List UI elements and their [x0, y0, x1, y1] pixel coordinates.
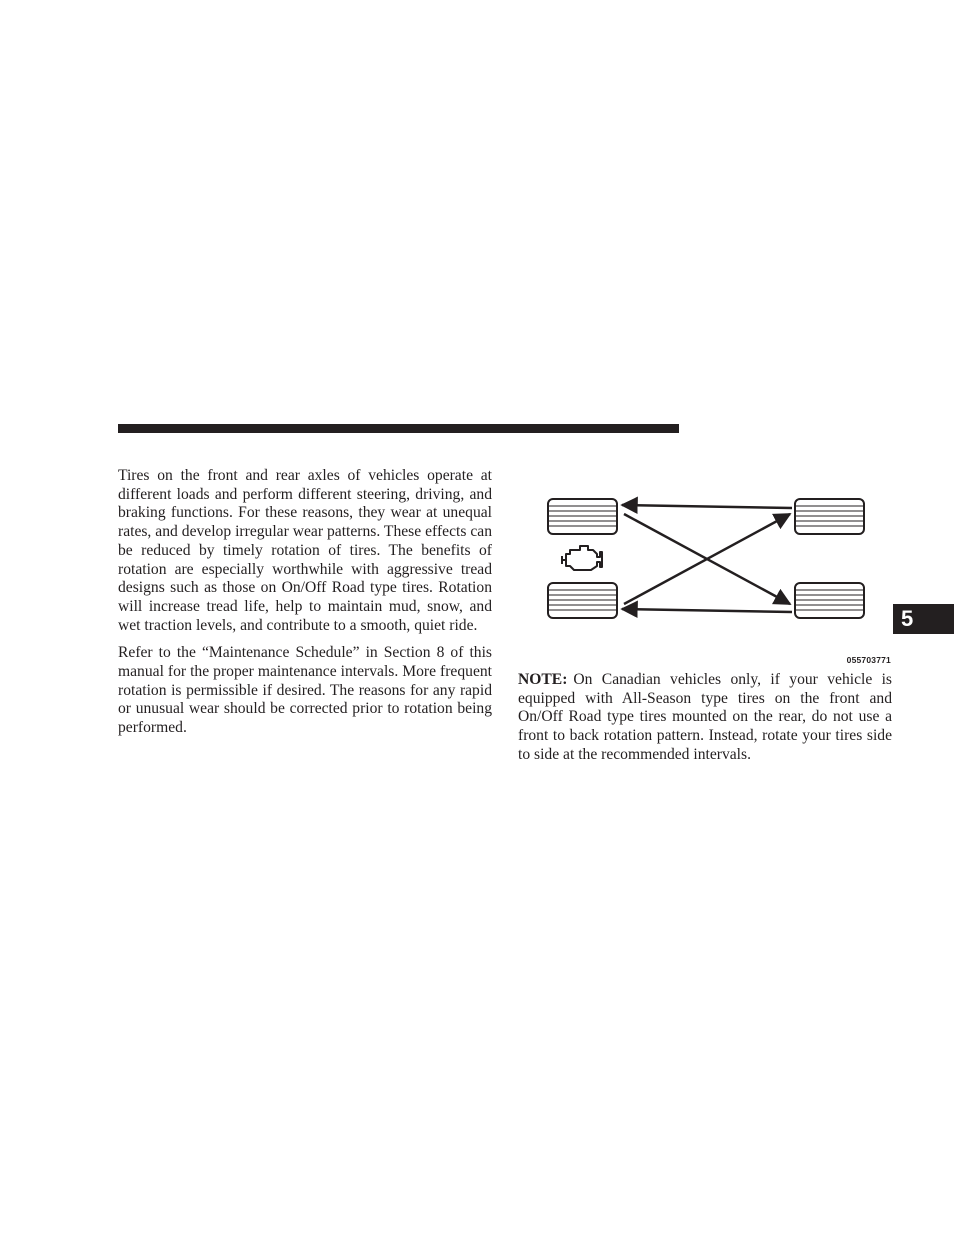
tire-icon-front-right: [795, 499, 864, 534]
tire-rotation-paragraph: Tires on the front and rear axles of vehicles operate at different loads and perform different steering, driving, and braking functions. For these reasons, they wear at unequal rates, and develop irregular wear patterns. These effects can be reduced by timely rotation of tires. The benefits of rotation are especially worthwhile with aggressive tread designs such as those on On/Off Road type tires. Rotation will increase tread life, help to maintain mud, snow, and wet traction levels, and contribute to a smooth, quiet ride.: [118, 467, 492, 634]
rotation-arrows: [622, 505, 792, 612]
engine-icon: [562, 546, 602, 570]
tire-icon-front-left: [548, 499, 617, 534]
figure-id: 055703771: [846, 655, 891, 665]
note-label: NOTE:: [518, 671, 568, 688]
tire-icon-rear-left: [548, 583, 617, 618]
canadian-vehicles-note: [518, 671, 892, 765]
section-header-rule: [118, 424, 679, 433]
section-tab: 5: [893, 604, 954, 634]
note-text: On Canadian vehicles only, if your vehicle is equipped with All-Season type tires on the front and On/Off Road type tires mounted on the rear, do not use a front to back rotation pattern. Instead, rotate your tires side to side at the recommended intervals.: [518, 671, 892, 763]
tire-rotation-diagram: [540, 490, 880, 630]
maintenance-schedule-paragraph: Refer to the “Maintenance Schedule” in Section 8 of this manual for the proper maintenance intervals. More frequent rotation is permissible if desired. The reasons for any rapid or unusual wear should be corrected prior to rotation being performed.: [118, 644, 492, 737]
arrow-icon-front-right-to-rear-left: [622, 609, 792, 612]
body-text-column: [118, 467, 492, 747]
tire-icon-rear-right: [795, 583, 864, 618]
arrow-icon-rear-right-to-front-left: [622, 505, 792, 508]
